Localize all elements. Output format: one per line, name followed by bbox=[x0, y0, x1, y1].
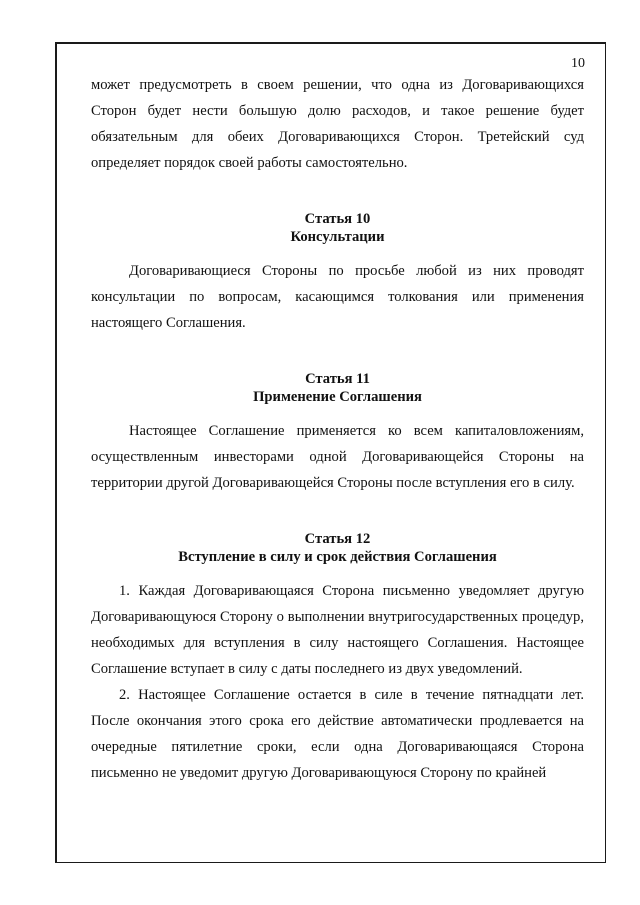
article-11-text: Настоящее Соглашение применяется ко всем капиталовложениям, осуществленным инвесторами одной Договаривающейся Стороны на территории другой Договаривающейся Стороны после вступления его в силу. bbox=[91, 423, 584, 491]
article-12-title: Вступление в силу и срок действия Соглашения bbox=[178, 549, 497, 565]
article-10-text: Договаривающиеся Стороны по просьбе любой из них проводят консультации по вопросам, касающимся толкования или применения настоящего Соглашения. bbox=[91, 263, 584, 331]
document-body bbox=[91, 72, 584, 786]
article-11-number: Статья 11 bbox=[305, 371, 370, 387]
article-10-number: Статья 10 bbox=[304, 211, 371, 227]
article-12-clause-1: 1. Каждая Договаривающаяся Сторона письменно уведомляет другую Договаривающуюся Сторону о выполнении внутригосударственных процедур, необходимых для вступления в силу настоящего Соглашения. Настоящее Соглашение вступает в силу с даты последнего из двух уведомлений. bbox=[91, 583, 584, 677]
article-12-clause-2: 2. Настоящее Соглашение остается в силе в течение пятнадцати лет. После окончания этого срока его действие автоматически продлевается на очередные пятилетние сроки, если одна Договаривающаяся Сторона письменно не уведомит другую Договаривающуюся Сторону по крайней bbox=[91, 687, 584, 781]
paragraph-continuation: может предусмотреть в своем решении, что одна из Договаривающихся Сторон будет нести большую долю расходов, и такое решение будет обязательным для обеих Договаривающихся Сторон. Третейский суд определяет порядок своей работы самостоятельно. bbox=[91, 77, 584, 171]
article-11-title: Применение Соглашения bbox=[253, 389, 422, 405]
page-number: 10 bbox=[571, 56, 585, 71]
article-12-number: Статья 12 bbox=[304, 531, 371, 547]
article-10-title: Консультации bbox=[290, 229, 385, 245]
